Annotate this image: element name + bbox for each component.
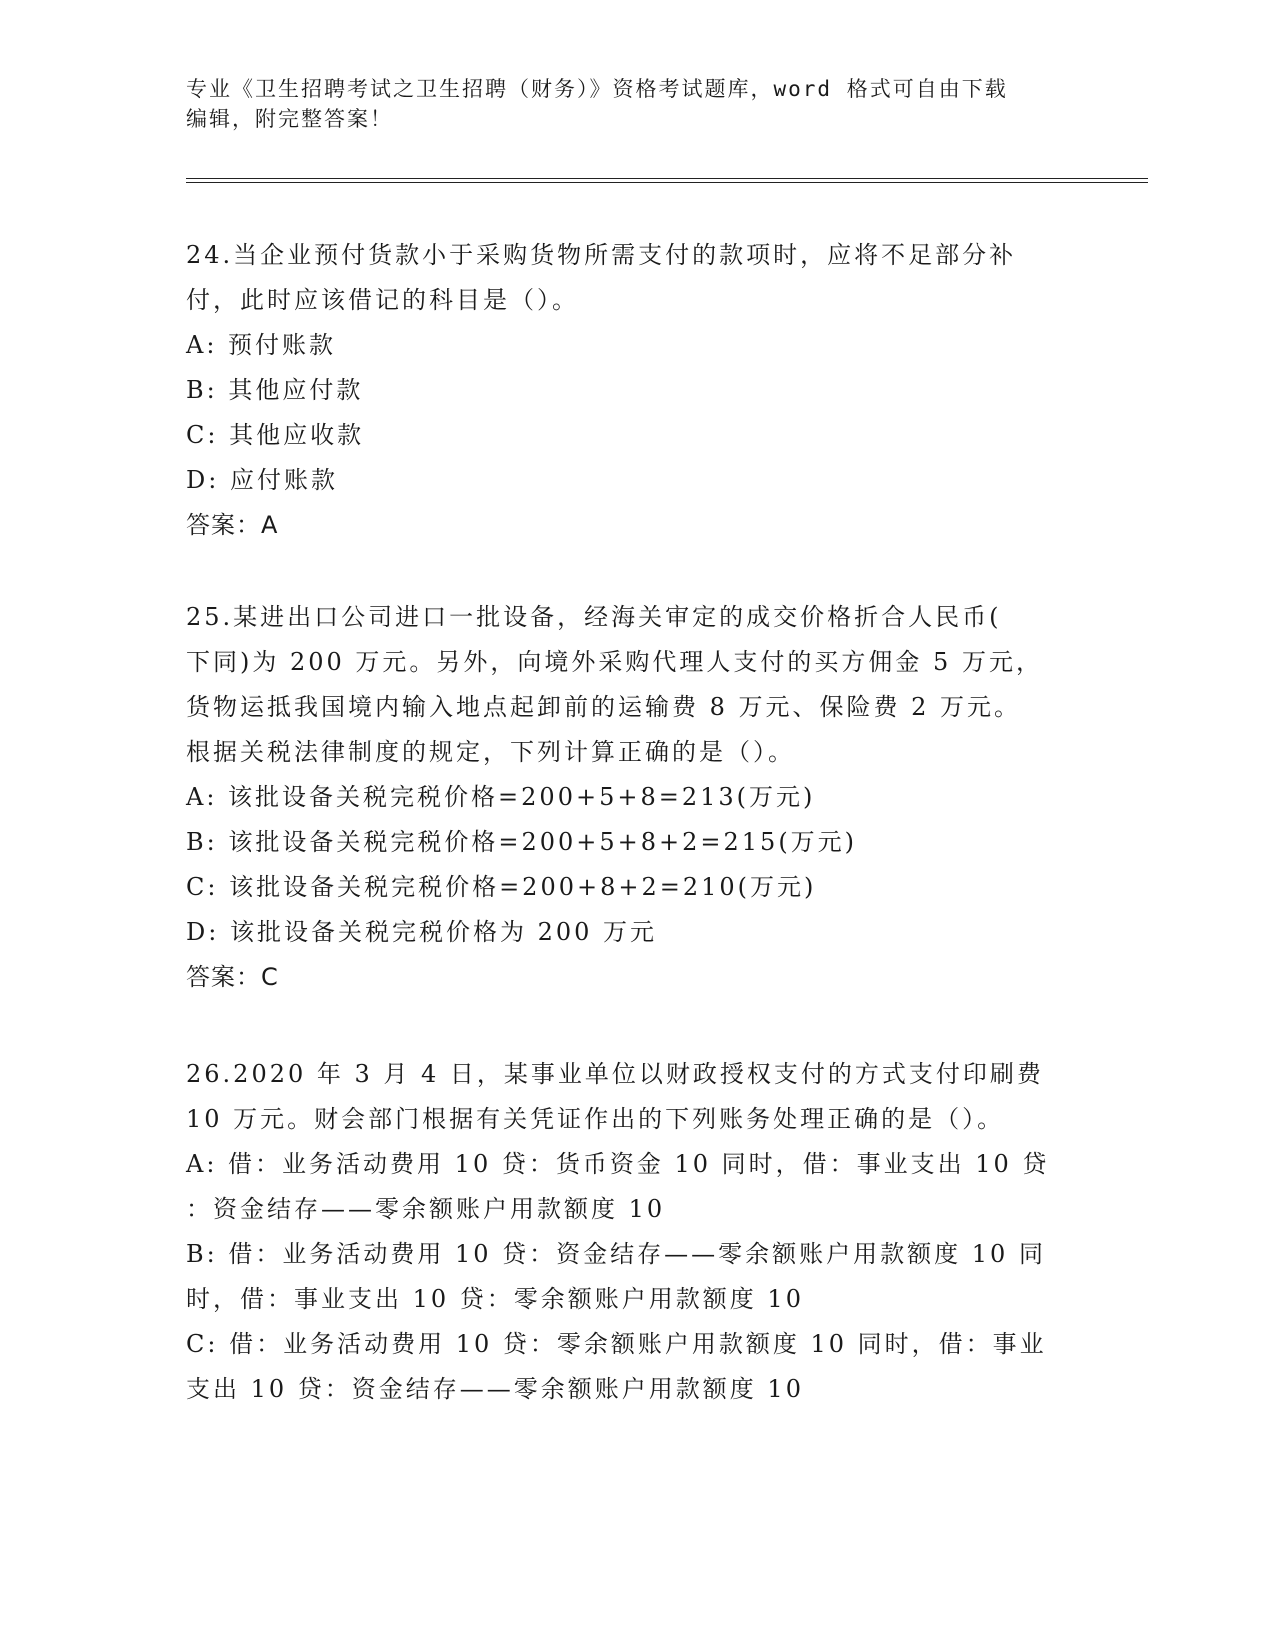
question-24 <box>186 233 1086 548</box>
question-stem-line: 24.当企业预付货款小于采购货物所需支付的款项时，应将不足部分补 <box>186 241 1017 269</box>
option-d: D: 该批设备关税完税价格为 200 万元 <box>186 918 658 946</box>
question-26 <box>186 1052 1086 1412</box>
question-stem-line: 根据关税法律制度的规定，下列计算正确的是（）。 <box>186 738 795 766</box>
option-a: A: 借：业务活动费用 10 贷：货币资金 10 同时，借：事业支出 10 贷 <box>186 1150 1050 1178</box>
header-divider-top <box>186 178 1148 179</box>
option-c-continued: 支出 10 贷：资金结存——零余额账户用款额度 10 <box>186 1375 804 1403</box>
document-header <box>186 74 1066 134</box>
question-stem-line: 10 万元。财会部门根据有关凭证作出的下列账务处理正确的是（）。 <box>186 1105 1005 1133</box>
question-stem-line: 25.某进出口公司进口一批设备，经海关审定的成交价格折合人民币( <box>186 603 1002 631</box>
answer-label: 答案：A <box>186 511 279 539</box>
option-a: A: 预付账款 <box>186 331 337 359</box>
question-stem-line: 下同)为 200 万元。另外，向境外采购代理人支付的买方佣金 5 万元， <box>186 648 1043 676</box>
header-divider-bottom <box>186 182 1148 183</box>
header-line-1: 专业《卫生招聘考试之卫生招聘（财务）》资格考试题库，word 格式可自由下载 <box>186 77 1008 101</box>
header-line-2: 编辑，附完整答案！ <box>186 107 393 131</box>
option-d: D: 应付账款 <box>186 466 338 494</box>
question-stem-line: 26.2020 年 3 月 4 日，某事业单位以财政授权支付的方式支付印刷费 <box>186 1060 1044 1088</box>
question-stem-line: 付，此时应该借记的科目是（）。 <box>186 286 579 314</box>
option-b: B: 其他应付款 <box>186 376 364 404</box>
option-c: C: 其他应收款 <box>186 421 365 449</box>
option-c: C: 该批设备关税完税价格=200+8+2=210(万元) <box>186 873 817 901</box>
option-b: B: 该批设备关税完税价格=200+5+8+2=215(万元) <box>186 828 858 856</box>
answer-label: 答案：C <box>186 963 279 991</box>
option-a: A: 该批设备关税完税价格=200+5+8=213(万元) <box>186 783 816 811</box>
question-25 <box>186 595 1086 1000</box>
option-c: C: 借：业务活动费用 10 贷：零余额账户用款额度 10 同时，借：事业 <box>186 1330 1047 1358</box>
option-b-continued: 时，借：事业支出 10 贷：零余额账户用款额度 10 <box>186 1285 804 1313</box>
option-a-continued: ：资金结存——零余额账户用款额度 10 <box>186 1195 666 1223</box>
option-b: B: 借：业务活动费用 10 贷：资金结存——零余额账户用款额度 10 同 <box>186 1240 1046 1268</box>
question-stem-line: 货物运抵我国境内输入地点起卸前的运输费 8 万元、保险费 2 万元。 <box>186 693 1022 721</box>
